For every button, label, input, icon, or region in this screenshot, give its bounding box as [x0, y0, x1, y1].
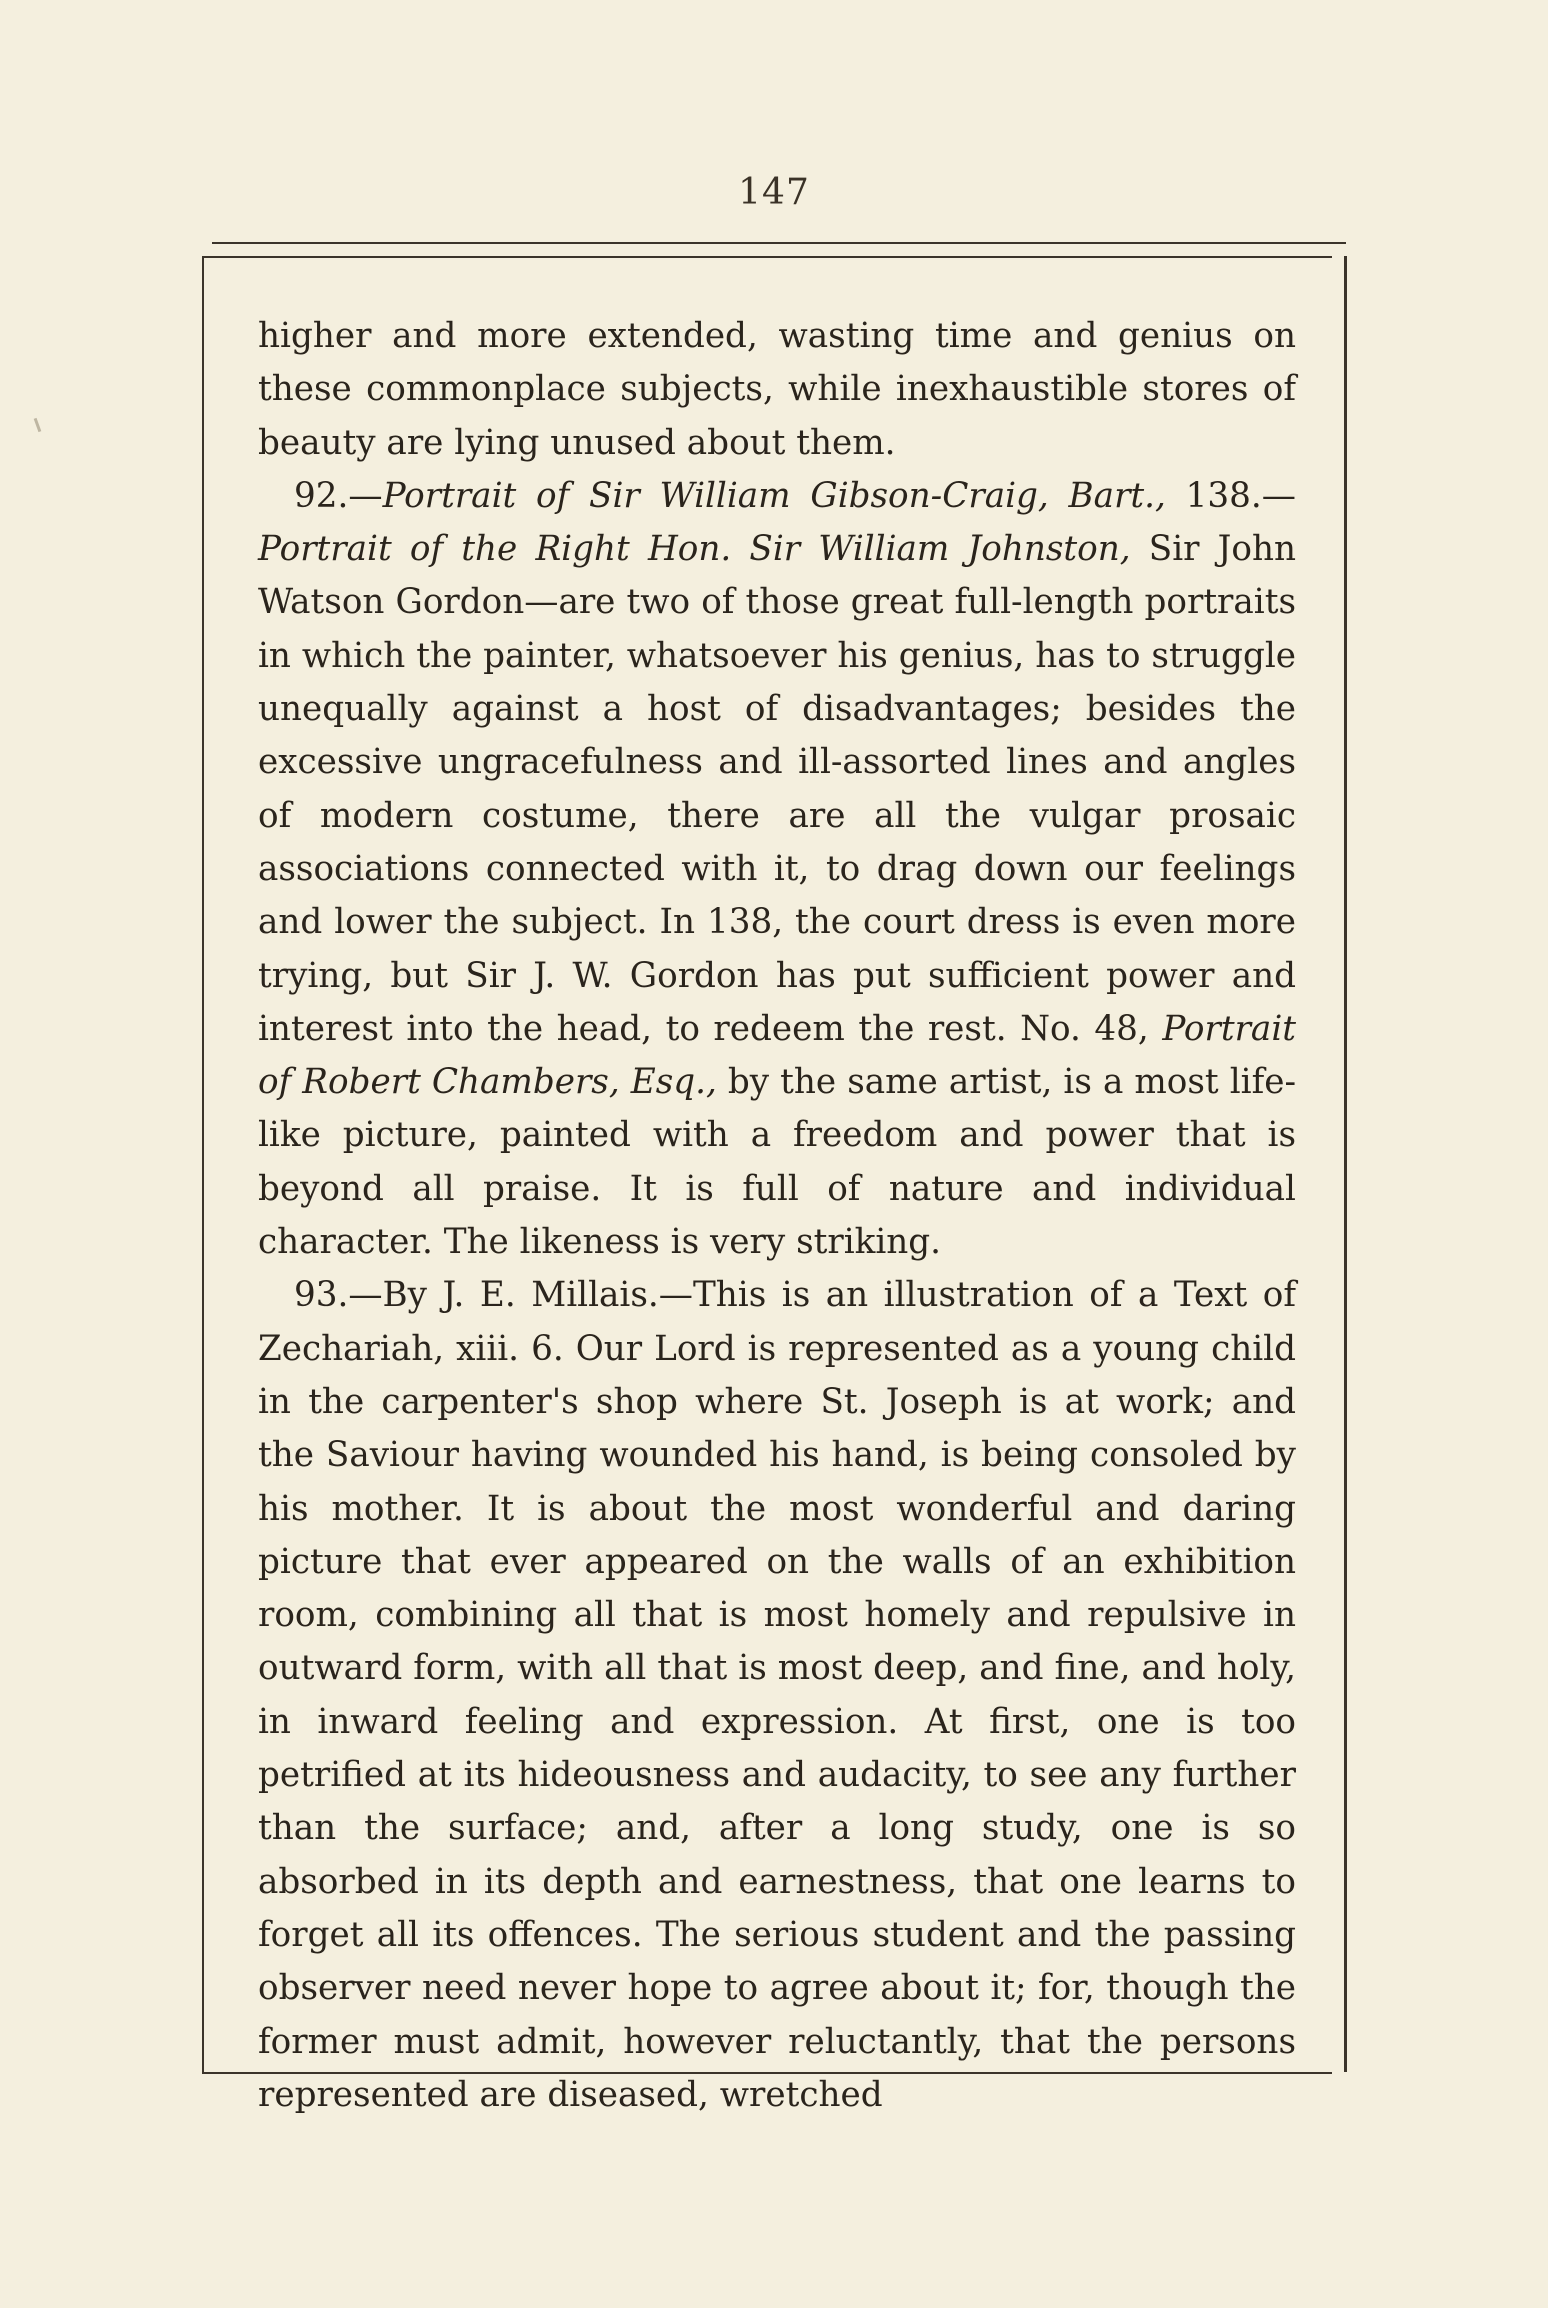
frame-top-rule: [212, 242, 1346, 244]
painting-title: Portrait of Sir William Gibson-Craig, Bart.,: [382, 475, 1166, 516]
text-segment: 92.—: [294, 475, 383, 516]
page-number: 147: [738, 172, 810, 213]
frame-right-rule: [1344, 256, 1347, 2072]
painting-title: Portrait of Robert Chambers, Esq.,: [258, 1008, 1296, 1103]
paper-blemish: [34, 418, 42, 432]
painting-title: Portrait of the Right Hon. Sir William Johnston,: [258, 529, 1131, 570]
paragraph-continuation: higher and more extended, wasting time and genius on these commonplace subjects, while inexhaustible stores of beauty are lying unused about them.: [258, 316, 1296, 463]
text-segment: 138.—: [1165, 475, 1296, 516]
text-segment: by the same artist, is a most life-like picture, painted with a freedom and power that is beyond all praise. It is full of nature and individual character. The likeness is very striking.: [258, 1062, 1297, 1263]
text-segment: Sir John Watson Gordon—are two of those great full-length portraits in which the painter, whatsoever his genius, has to struggle unequally against a host of disadvantages; besides the excessive ungracefulness and ill-assorted lines and angles of modern costume, there are all the vulgar prosaic associations connected with it, to drag down our feelings and lower the subject. In 138, the court dress is even more trying, but Sir J. W. Gordon has put sufficient power and interest into the head, to redeem the rest. No. 48,: [258, 529, 1296, 1049]
body-text: [258, 310, 1296, 2122]
paragraph-item-92: [258, 470, 1296, 1269]
paragraph-item-93: 93.—By J. E. Millais.—This is an illustration of a Text of Zechariah, xiii. 6. Our Lord is represented as a young child in the carpenter's shop where St. Joseph is at work; and the Saviour having wounded his hand, is being consoled by his mother. It is about the most wonderful and daring picture that ever appeared on the walls of an exhibition room, combining all that is most homely and repulsive in outward form, with all that is most deep, and fine, and holy, in inward feeling and expression. At first, one is too petrified at its hideousness and audacity, to see any further than the surface; and, after a long study, one is so absorbed in its depth and earnestness, that one learns to forget all its offences. The serious student and the passing observer need never hope to agree about it; for, though the former must admit, however reluctantly, that the persons represented are diseased, wretched: [258, 1275, 1296, 2115]
